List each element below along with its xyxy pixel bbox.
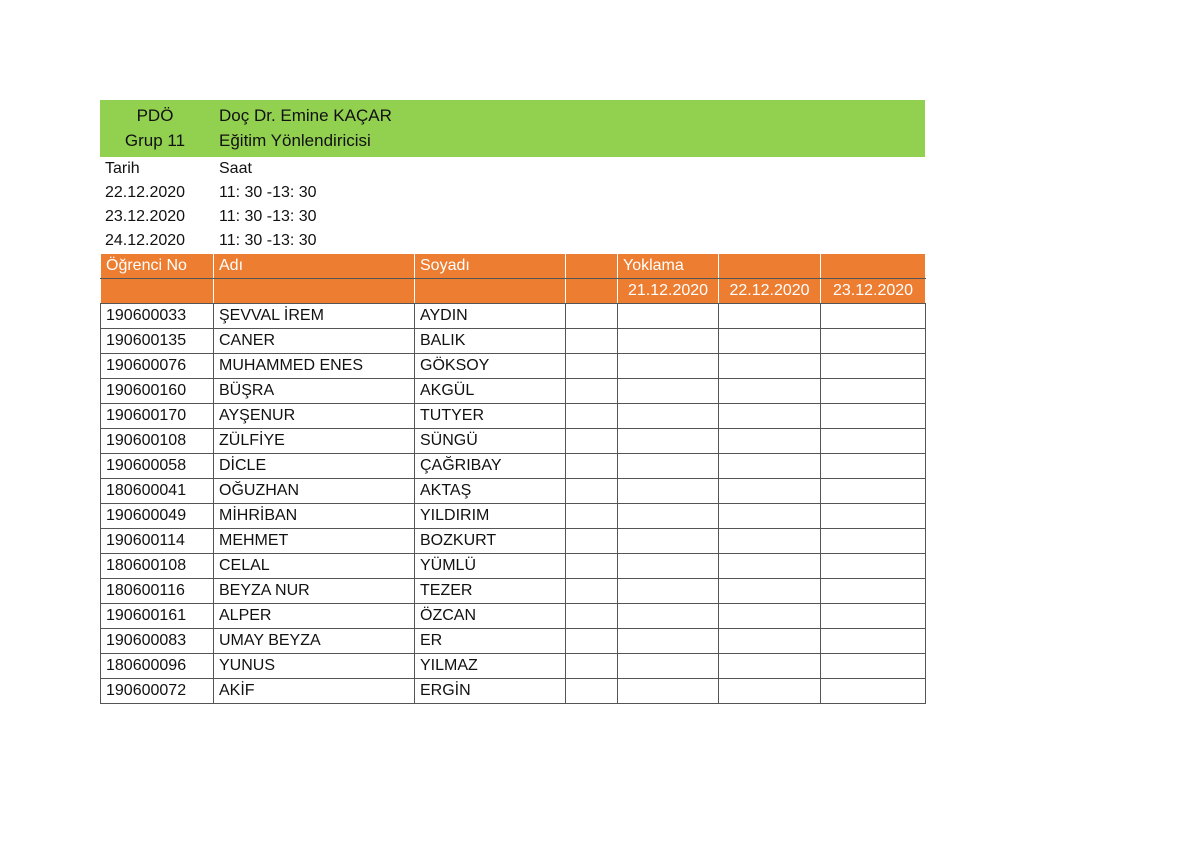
student-surname-cell: BOZKURT bbox=[415, 529, 566, 554]
attendance-cell bbox=[618, 529, 719, 554]
attendance-cell bbox=[618, 504, 719, 529]
schedule-row bbox=[100, 205, 925, 229]
attendance-cell bbox=[719, 604, 821, 629]
table-row bbox=[101, 504, 926, 529]
attendance-cell bbox=[618, 329, 719, 354]
student-no-cell: 190600083 bbox=[101, 629, 214, 654]
table-row bbox=[101, 604, 926, 629]
attendance-cell bbox=[719, 304, 821, 329]
instructor-name: Doç Dr. Emine KAÇAR bbox=[219, 106, 392, 125]
instructor-role: Eğitim Yönlendiricisi bbox=[219, 131, 371, 150]
student-no-cell: 190600076 bbox=[101, 354, 214, 379]
student-surname-cell: ERGİN bbox=[415, 679, 566, 704]
table-row bbox=[101, 654, 926, 679]
column-header-blank bbox=[719, 254, 821, 279]
attendance-cell bbox=[821, 554, 926, 579]
column-header-blank bbox=[101, 279, 214, 304]
attendance-cell bbox=[618, 629, 719, 654]
schedule-time: 11: 30 -13: 30 bbox=[219, 232, 317, 249]
group-label: Grup 11 bbox=[124, 131, 186, 150]
attendance-cell bbox=[821, 629, 926, 654]
blank-cell bbox=[566, 379, 618, 404]
student-no-cell: 180600096 bbox=[101, 654, 214, 679]
student-surname-cell: ER bbox=[415, 629, 566, 654]
student-name-cell: MİHRİBAN bbox=[214, 504, 415, 529]
blank-cell bbox=[566, 529, 618, 554]
attendance-cell bbox=[719, 579, 821, 604]
attendance-cell bbox=[618, 679, 719, 704]
column-header-surname: Soyadı bbox=[415, 254, 566, 279]
column-header-attendance: Yoklama bbox=[618, 254, 719, 279]
attendance-cell bbox=[821, 504, 926, 529]
column-header-blank bbox=[566, 254, 618, 279]
table-row bbox=[101, 354, 926, 379]
column-header-student-no: Öğrenci No bbox=[101, 254, 214, 279]
table-row bbox=[101, 379, 926, 404]
attendance-cell bbox=[618, 379, 719, 404]
schedule-date: 22.12.2020 bbox=[105, 184, 186, 201]
table-header-row bbox=[101, 254, 926, 279]
student-surname-cell: SÜNGÜ bbox=[415, 429, 566, 454]
student-surname-cell: GÖKSOY bbox=[415, 354, 566, 379]
attendance-cell bbox=[821, 429, 926, 454]
table-header-dates-row bbox=[101, 279, 926, 304]
attendance-cell bbox=[821, 379, 926, 404]
student-surname-cell: TUTYER bbox=[415, 404, 566, 429]
attendance-cell bbox=[719, 329, 821, 354]
column-header-name: Adı bbox=[214, 254, 415, 279]
student-name-cell: CANER bbox=[214, 329, 415, 354]
student-surname-cell: AYDIN bbox=[415, 304, 566, 329]
student-name-cell: ALPER bbox=[214, 604, 415, 629]
attendance-cell bbox=[618, 479, 719, 504]
student-surname-cell: AKGÜL bbox=[415, 379, 566, 404]
attendance-date-header: 23.12.2020 bbox=[821, 279, 926, 304]
blank-cell bbox=[566, 604, 618, 629]
table-row bbox=[101, 304, 926, 329]
column-header-blank bbox=[566, 279, 618, 304]
student-no-cell: 190600170 bbox=[101, 404, 214, 429]
blank-cell bbox=[566, 629, 618, 654]
student-roster-table bbox=[100, 253, 926, 704]
attendance-cell bbox=[618, 404, 719, 429]
attendance-cell bbox=[618, 429, 719, 454]
student-name-cell: CELAL bbox=[214, 554, 415, 579]
schedule-time: 11: 30 -13: 30 bbox=[219, 208, 317, 225]
blank-cell bbox=[566, 479, 618, 504]
table-row bbox=[101, 429, 926, 454]
student-name-cell: MUHAMMED ENES bbox=[214, 354, 415, 379]
attendance-cell bbox=[719, 354, 821, 379]
student-surname-cell: ÇAĞRIBAY bbox=[415, 454, 566, 479]
attendance-cell bbox=[821, 329, 926, 354]
attendance-cell bbox=[719, 529, 821, 554]
schedule-row bbox=[100, 181, 925, 205]
attendance-cell bbox=[618, 454, 719, 479]
student-no-cell: 190600161 bbox=[101, 604, 214, 629]
table-row bbox=[101, 554, 926, 579]
student-name-cell: UMAY BEYZA bbox=[214, 629, 415, 654]
attendance-cell bbox=[821, 579, 926, 604]
blank-cell bbox=[566, 654, 618, 679]
attendance-cell bbox=[821, 654, 926, 679]
blank-cell bbox=[566, 504, 618, 529]
student-surname-cell: YILDIRIM bbox=[415, 504, 566, 529]
blank-cell bbox=[566, 429, 618, 454]
student-no-cell: 190600108 bbox=[101, 429, 214, 454]
blank-cell bbox=[566, 304, 618, 329]
date-label: Tarih bbox=[105, 160, 140, 177]
column-header-blank bbox=[821, 254, 926, 279]
attendance-cell bbox=[618, 654, 719, 679]
blank-cell bbox=[566, 454, 618, 479]
student-no-cell: 180600108 bbox=[101, 554, 214, 579]
student-name-cell: ZÜLFİYE bbox=[214, 429, 415, 454]
student-no-cell: 190600072 bbox=[101, 679, 214, 704]
attendance-cell bbox=[719, 554, 821, 579]
table-row bbox=[101, 579, 926, 604]
attendance-cell bbox=[618, 604, 719, 629]
student-surname-cell: ÖZCAN bbox=[415, 604, 566, 629]
student-name-cell: AKİF bbox=[214, 679, 415, 704]
student-name-cell: AYŞENUR bbox=[214, 404, 415, 429]
table-row bbox=[101, 329, 926, 354]
attendance-date-header: 21.12.2020 bbox=[618, 279, 719, 304]
attendance-cell bbox=[821, 354, 926, 379]
schedule-date: 23.12.2020 bbox=[105, 208, 186, 225]
student-name-cell: BEYZA NUR bbox=[214, 579, 415, 604]
attendance-cell bbox=[821, 304, 926, 329]
table-row bbox=[101, 479, 926, 504]
student-name-cell: MEHMET bbox=[214, 529, 415, 554]
attendance-cell bbox=[618, 554, 719, 579]
time-label: Saat bbox=[219, 160, 252, 177]
student-surname-cell: YÜMLÜ bbox=[415, 554, 566, 579]
table-row bbox=[101, 529, 926, 554]
schedule-time: 11: 30 -13: 30 bbox=[219, 184, 317, 201]
attendance-cell bbox=[821, 454, 926, 479]
student-rows bbox=[101, 304, 926, 704]
table-row bbox=[101, 454, 926, 479]
attendance-date-header: 22.12.2020 bbox=[719, 279, 821, 304]
attendance-cell bbox=[719, 379, 821, 404]
program-label: PDÖ bbox=[136, 106, 174, 125]
student-surname-cell: BALIK bbox=[415, 329, 566, 354]
table-row bbox=[101, 679, 926, 704]
column-header-blank bbox=[415, 279, 566, 304]
student-no-cell: 190600049 bbox=[101, 504, 214, 529]
blank-cell bbox=[566, 679, 618, 704]
student-no-cell: 190600160 bbox=[101, 379, 214, 404]
schedule-header bbox=[100, 157, 925, 181]
group-header bbox=[100, 100, 925, 157]
student-no-cell: 190600114 bbox=[101, 529, 214, 554]
attendance-cell bbox=[719, 629, 821, 654]
student-no-cell: 180600041 bbox=[101, 479, 214, 504]
attendance-cell bbox=[618, 354, 719, 379]
attendance-cell bbox=[821, 479, 926, 504]
attendance-cell bbox=[719, 679, 821, 704]
attendance-sheet bbox=[100, 100, 925, 704]
student-name-cell: DİCLE bbox=[214, 454, 415, 479]
attendance-cell bbox=[719, 429, 821, 454]
attendance-cell bbox=[821, 529, 926, 554]
blank-cell bbox=[566, 404, 618, 429]
blank-cell bbox=[566, 329, 618, 354]
attendance-cell bbox=[618, 304, 719, 329]
student-no-cell: 190600135 bbox=[101, 329, 214, 354]
attendance-cell bbox=[821, 404, 926, 429]
attendance-cell bbox=[821, 679, 926, 704]
blank-cell bbox=[566, 554, 618, 579]
student-no-cell: 190600033 bbox=[101, 304, 214, 329]
student-name-cell: BÜŞRA bbox=[214, 379, 415, 404]
attendance-cell bbox=[719, 654, 821, 679]
attendance-cell bbox=[719, 404, 821, 429]
table-row bbox=[101, 629, 926, 654]
student-name-cell: YUNUS bbox=[214, 654, 415, 679]
attendance-cell bbox=[719, 454, 821, 479]
student-surname-cell: YILMAZ bbox=[415, 654, 566, 679]
column-header-blank bbox=[214, 279, 415, 304]
blank-cell bbox=[566, 579, 618, 604]
student-name-cell: OĞUZHAN bbox=[214, 479, 415, 504]
attendance-cell bbox=[618, 579, 719, 604]
table-row bbox=[101, 404, 926, 429]
schedule-date: 24.12.2020 bbox=[105, 232, 186, 249]
student-no-cell: 190600058 bbox=[101, 454, 214, 479]
attendance-cell bbox=[821, 604, 926, 629]
attendance-cell bbox=[719, 479, 821, 504]
student-name-cell: ŞEVVAL İREM bbox=[214, 304, 415, 329]
attendance-cell bbox=[719, 504, 821, 529]
student-surname-cell: AKTAŞ bbox=[415, 479, 566, 504]
student-no-cell: 180600116 bbox=[101, 579, 214, 604]
schedule-row bbox=[100, 229, 925, 253]
student-surname-cell: TEZER bbox=[415, 579, 566, 604]
blank-cell bbox=[566, 354, 618, 379]
